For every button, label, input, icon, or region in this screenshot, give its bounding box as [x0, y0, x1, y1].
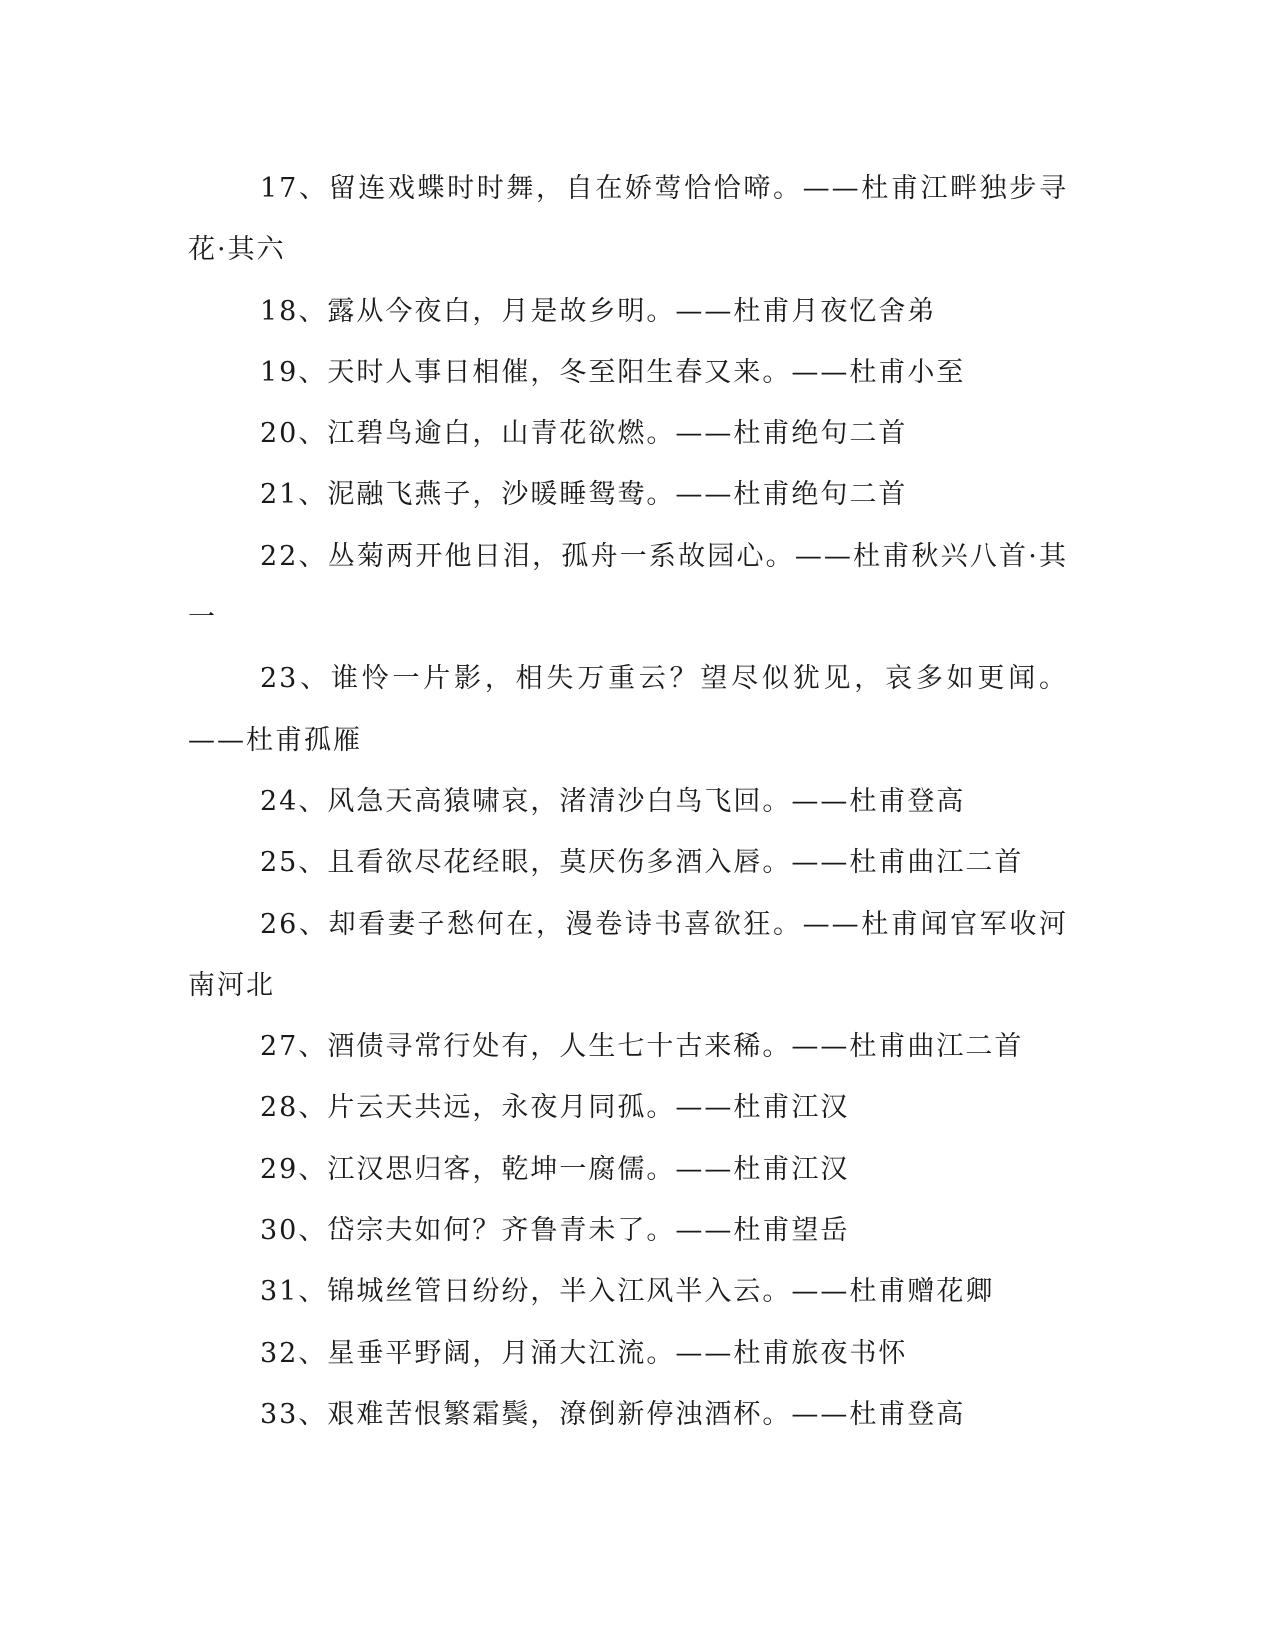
list-item: 21、泥融飞燕子，沙暖睡鸳鸯。——杜甫绝句二首: [260, 479, 908, 511]
item-number: 19: [260, 356, 299, 388]
list-item: 25、且看欲尽花经眼，莫厌伤多酒入唇。——杜甫曲江二首: [260, 847, 1024, 879]
item-number: 24: [260, 785, 299, 817]
item-number: 17: [260, 173, 299, 204]
item-number: 27: [260, 1031, 299, 1063]
item-number: 33: [260, 1398, 299, 1430]
item-text: 酒债寻常行处有，人生七十古来稀。——杜甫曲江二首: [327, 1031, 1024, 1063]
item-text: 且看欲尽花经眼，莫厌伤多酒入唇。——杜甫曲江二首: [327, 847, 1024, 879]
item-number: 30: [260, 1215, 299, 1247]
item-text: 星垂平野阔，月涌大江流。——杜甫旅夜书怀: [327, 1337, 908, 1369]
list-item: 28、片云天共远，永夜月同孤。——杜甫江汉: [260, 1092, 850, 1124]
list-item: 19、天时人事日相催，冬至阳生春又来。——杜甫小至: [260, 356, 966, 388]
item-number: 32: [260, 1337, 299, 1369]
item-number: 25: [260, 847, 299, 879]
item-text: 江汉思归客，乾坤一腐儒。——杜甫江汉: [327, 1153, 850, 1185]
item-number: 20: [260, 418, 299, 450]
list-item: 18、露从今夜白，月是故乡明。——杜甫月夜忆舍弟: [260, 295, 937, 327]
item-text: 谁怜一片影，相失万重云？望尽似犹见，哀多如更闻。——杜甫孤雁: [188, 663, 1069, 756]
list-item: 23、谁怜一片影，相失万重云？望尽似犹见，哀多如更闻。——杜甫孤雁: [188, 663, 1069, 756]
item-text: 江碧鸟逾白，山青花欲燃。——杜甫绝句二首: [327, 418, 908, 450]
list-item: 22、丛菊两开他日泪，孤舟一系故园心。——杜甫秋兴八首·其一: [188, 540, 1068, 634]
item-text: 片云天共远，永夜月同孤。——杜甫江汉: [327, 1092, 850, 1124]
item-text: 露从今夜白，月是故乡明。——杜甫月夜忆舍弟: [327, 295, 937, 327]
item-number: 21: [260, 479, 299, 511]
list-item: 29、江汉思归客，乾坤一腐儒。——杜甫江汉: [260, 1153, 850, 1185]
list-item: 24、风急天高猿啸哀，渚清沙白鸟飞回。——杜甫登高: [260, 785, 966, 817]
item-number: 18: [260, 295, 299, 327]
item-number: 26: [260, 908, 299, 940]
item-text: 艰难苦恨繁霜鬓，潦倒新停浊酒杯。——杜甫登高: [327, 1398, 966, 1430]
list-item: 20、江碧鸟逾白，山青花欲燃。——杜甫绝句二首: [260, 418, 908, 450]
list-item: 31、锦城丝管日纷纷，半入江风半入云。——杜甫赠花卿: [260, 1276, 995, 1308]
item-text: 岱宗夫如何？齐鲁青未了。——杜甫望岳: [327, 1215, 850, 1247]
item-text: 留连戏蝶时时舞，自在娇莺恰恰啼。——杜甫江畔独步寻花·其六: [188, 173, 1069, 266]
list-item: 30、岱宗夫如何？齐鲁青未了。——杜甫望岳: [260, 1215, 850, 1247]
item-number: 31: [260, 1276, 299, 1308]
list-item: 26、却看妻子愁何在，漫卷诗书喜欲狂。——杜甫闻官军收河南河北: [188, 908, 1069, 1001]
list-item: 27、酒债寻常行处有，人生七十古来稀。——杜甫曲江二首: [260, 1031, 1024, 1063]
item-text: 丛菊两开他日泪，孤舟一系故园心。——杜甫秋兴八首·其一: [188, 540, 1068, 634]
list-item: 32、星垂平野阔，月涌大江流。——杜甫旅夜书怀: [260, 1337, 908, 1369]
item-number: 29: [260, 1153, 299, 1185]
list-item: 33、艰难苦恨繁霜鬓，潦倒新停浊酒杯。——杜甫登高: [260, 1398, 966, 1430]
item-text: 泥融飞燕子，沙暖睡鸳鸯。——杜甫绝句二首: [327, 479, 908, 511]
quote-list: [188, 158, 1068, 1445]
item-text: 天时人事日相催，冬至阳生春又来。——杜甫小至: [327, 356, 966, 388]
list-item: 17、留连戏蝶时时舞，自在娇莺恰恰啼。——杜甫江畔独步寻花·其六: [188, 173, 1069, 266]
item-number: 28: [260, 1092, 299, 1124]
item-text: 风急天高猿啸哀，渚清沙白鸟飞回。——杜甫登高: [327, 785, 966, 817]
item-number: 22: [260, 540, 299, 572]
item-number: 23: [260, 663, 299, 695]
item-text: 却看妻子愁何在，漫卷诗书喜欲狂。——杜甫闻官军收河南河北: [188, 908, 1069, 1001]
item-text: 锦城丝管日纷纷，半入江风半入云。——杜甫赠花卿: [327, 1276, 995, 1308]
